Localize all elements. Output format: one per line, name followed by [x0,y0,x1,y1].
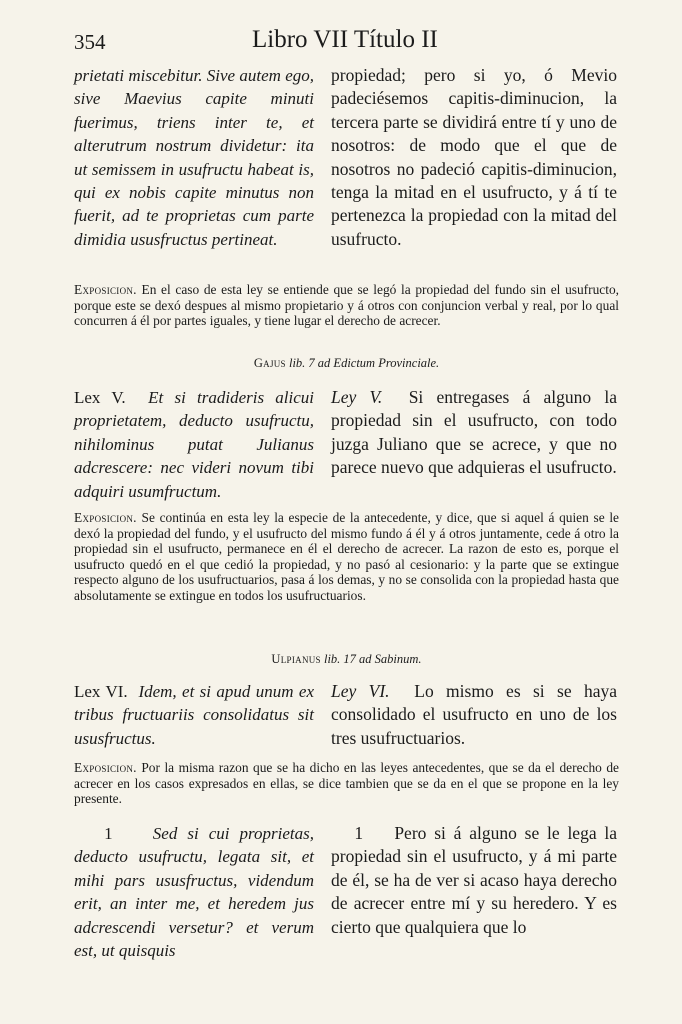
source-reference: lib. 17 ad Sabinum. [323,652,422,666]
paragraph-text: Sed si cui proprietas, deducto usufructu, legata sit, et mihi pars ususfructus, videndum erit, an inter me, et heredem jus adcrescendi versetur? et verum est, ut quisquis [74,824,315,961]
lex-text: Idem, et si apud unum ex tribus fructuariis consolidatus sit ususfructus. [74,682,315,748]
ley-text: Lo mismo es si se haya consolidado el usufructo en uno de los tres usufructuarios. [331,681,617,748]
lex-label: Lex V. [74,388,126,407]
lex-5-spanish [331,386,617,480]
exposition-text: Se continúa en esta ley la especie de la antecedente, y dice, que si aquel á quien se le dexó la propiedad del fundo, y el usufructo del mismo fundo á él y á otros juntamente, cede á otro la propiedad sin el usufructo, permanece en él el derecho de acrecer. La razon de esto es, porque el usufructo quedó en el que cedió la propiedad, y no pasó al cesionario: y la parte que se extingue respecto alguno de los usufructuarios, pasa á los demas, y no se consolida con la propiedad hasta que absolutamente se extingue en todos los usufructuarios. [74,510,619,603]
lex-label: Lex VI. [74,682,128,701]
page-header [74,24,614,60]
ley-label: Ley V. [331,387,383,407]
lex-5-latin [74,386,314,503]
paragraph-number: 1 [104,824,113,843]
exposition-label: Exposicion. [74,510,137,525]
lex-6-block [74,680,619,752]
latin-text: prietati miscebitur. Sive autem ego, sive Maevius capite minuti fuerimus, triens inter te, et alterutrum nostrum dividetur: ita ut semissem in usufructu habeat is, qui ex nobis capite minutus non fuerit, ad te proprietas cum parte dimidia ususfructus pertineat. [74,66,314,249]
paragraph-1-latin [74,822,314,962]
source-citation-2 [74,652,619,667]
exposition-1 [74,282,619,329]
exposition-label: Exposicion. [74,282,137,297]
paragraph-number: 1 [354,823,364,843]
source-citation-1 [74,356,619,371]
bilingual-block-continuation [74,64,619,274]
lex-6-spanish [331,680,617,750]
exposition-3 [74,760,619,807]
lex-5-block [74,386,619,504]
exposition-2 [74,510,619,604]
exposition-text: Por la misma razon que se ha dicho en las leyes antecedentes, que se da el derecho de acrecer en los casos expresados en ellas, se dice tambien que se da en el que se propone en la ley presente. [74,760,619,807]
source-author: Gajus [253,356,286,370]
exposition-label: Exposicion. [74,760,137,775]
ley-text: Si entregases á alguno la propiedad sin el usufructo, con todo juzga Juliano que se acrece, y que no parece nuevo que adquieras el usufructo. [331,387,617,478]
ley-label: Ley VI. [331,681,390,701]
lex-6-latin [74,680,314,750]
exposition-text: En el caso de esta ley se entiende que se legó la propiedad del fundo sin el usufructo, porque este se dexó despues al mismo propietario y á otros con conjuncion verbal y real, por lo qual concurren á él por partes iguales, y tiene lugar el derecho de acrecer. [74,282,619,329]
paragraph-1-block [74,822,619,972]
lex-text: Et si tradideris alicui proprietatem, deducto usufructu, nihilominus putat Julianus adcrescere: nec videri novum tibi adquiri usumfructum. [74,388,314,501]
paragraph-text: Pero si á alguno se le lega la propiedad sin el usufructo, y á mi parte de él, se ha de ver si acaso haya derecho de acrecer entre mí y su heredero. Y es cierto que qualquiera que lo [331,823,618,937]
paragraph-1-spanish [331,822,617,939]
source-reference: lib. 7 ad Edictum Provinciale. [288,356,440,370]
source-author: Ulpianus [271,652,321,666]
spanish-text: propiedad; pero si yo, ó Mevio padeciésemos capitis-diminucion, la tercera parte se dividirá entre tí y uno de nosotros: de modo que el que de nosotros no padeció capitis-diminucion, tenga la mitad en el usufructo, y á tí te pertenezca la propiedad con la mitad del usufructo. [331,65,617,249]
page-number: 354 [74,30,106,54]
running-title: Libro VII Título II [252,26,438,53]
